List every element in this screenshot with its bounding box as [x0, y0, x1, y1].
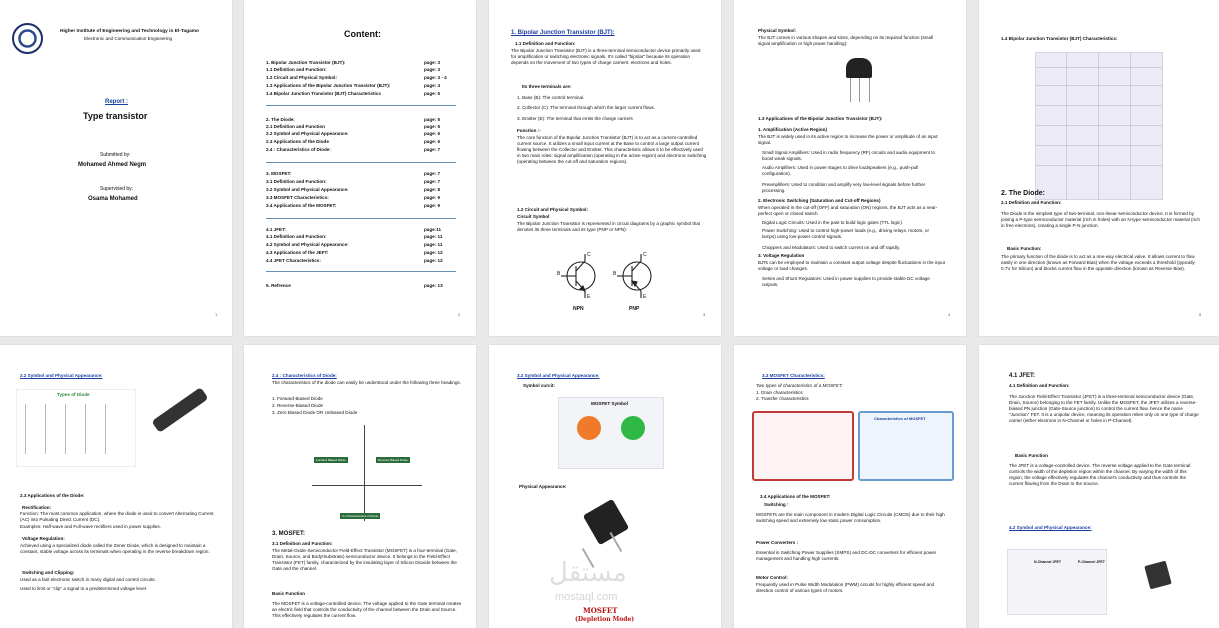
page-number: 2	[458, 312, 461, 317]
page-3	[489, 0, 721, 336]
npn-c-label: C	[587, 252, 591, 258]
app-item: Series and Shunt Regulators: Used in power supplies to provide stable DC voltage outputs.	[762, 276, 930, 287]
toc-page: page: 7	[424, 147, 441, 152]
depletion-title: MOSFET	[583, 606, 618, 615]
watermark-latin: mostaql.com	[555, 591, 618, 603]
heading-text: 2.2 Symbol and Physical Appearance:	[20, 373, 103, 378]
department-name: Electronic and Communication Engineering	[84, 36, 173, 41]
toc-entry[interactable]: 2.2 Symbol and Physical Appearance:	[266, 131, 349, 136]
divider	[266, 162, 456, 163]
heading-definition: 1.1 Definition and Function:	[515, 41, 576, 46]
toc-page: page: 6	[424, 131, 441, 136]
npn-b-label: B	[557, 271, 561, 277]
heading-mosfet-characteristics: 3.3 MOSFET Characteristics:	[762, 373, 825, 378]
drain-characteristics-figure	[752, 411, 854, 481]
terminals-heading: Its three terminals are:	[522, 84, 572, 89]
institute-name: Higher Institute of Engineering and Technology in El-Tagamo	[60, 29, 199, 34]
page-number: 3	[703, 312, 706, 317]
toc-page: page: 12	[424, 258, 443, 263]
toc-entry[interactable]: 1. Bipolar Junction Transistor (BJT):	[266, 60, 346, 65]
toc-page: page: 13	[424, 283, 443, 288]
diode-photo	[151, 387, 208, 433]
toc-page: page: 6	[424, 139, 441, 144]
toc-page: page: 3	[424, 67, 441, 72]
power-converters-heading	[756, 540, 798, 546]
vi-curve-figure	[312, 425, 422, 521]
heading-diode-definition: 2.1 Definition and Function:	[1001, 200, 1062, 205]
physical-appearance-heading: Physical Appearance:	[519, 484, 567, 489]
to92-transistor-image	[846, 58, 872, 78]
bjt-characteristics-table-image	[1035, 52, 1163, 200]
toc-entry[interactable]: 2.4 : Characteristics of Diode:	[266, 147, 331, 152]
contents-title: Content:	[344, 29, 381, 39]
toc-entry[interactable]: 1.3 Applications of the Bipolar Junction Transistor (BJT):	[266, 83, 391, 88]
divider	[266, 218, 456, 219]
toc-entry[interactable]: 3.4 Applications of the MOSFET:	[266, 203, 337, 208]
toc-page: page: 11	[424, 234, 443, 239]
app-item: Power Switching: Used to control high-power loads (e.g., driving relays, motors, or lamps) using low-power control signals.	[762, 228, 929, 239]
npn-symbol	[561, 254, 595, 298]
heading-jfet-definition: 4.1 Definition and Function:	[1009, 383, 1070, 388]
app-text: The BJT is widely used in its active region to increase the power or amplitude of an input signal.	[758, 134, 938, 145]
bjt-symbols-figure	[549, 248, 669, 314]
basic-function-heading: Basic Function	[1015, 453, 1048, 458]
toc-page: page: 7	[424, 171, 441, 176]
switching-heading: Switching and Clipping:	[22, 570, 75, 575]
page-7	[244, 345, 476, 628]
toc-entry[interactable]: 5. Refrence	[266, 283, 291, 288]
pnp-b-label: B	[613, 271, 617, 277]
toc-entry[interactable]: 4.1 JFET:	[266, 227, 286, 232]
motor-control-heading: Motor Control:	[756, 575, 788, 580]
heading-diode-symbol	[20, 373, 103, 379]
toc-page: page: 12	[424, 250, 443, 255]
page-4	[734, 0, 966, 336]
divider	[266, 105, 456, 106]
pnp-c-label: C	[643, 252, 647, 258]
symbol-circuit-heading: Symbol curcit:	[523, 383, 555, 388]
toc-page: page: 8	[424, 187, 441, 192]
char-type-item: 2. Transfer characteristics	[756, 396, 809, 401]
toc-entry[interactable]: 3.2 Symbol and Physical Appearance:	[266, 187, 349, 192]
n-channel-label: N-Channel JFET	[1034, 560, 1062, 564]
divider	[266, 271, 456, 272]
pnp-symbol	[617, 254, 651, 298]
rectification-text: Function: The most common application, where the diode is used to convert Alternating Current (AC) into Pulsating Direct Current (DC).	[20, 511, 214, 522]
n-channel-symbol	[577, 416, 601, 440]
heading-mosfet-applications: 3.4 Applications of the MOSFET:	[760, 494, 831, 499]
toc-page: page: 5	[424, 91, 441, 96]
reverse-bias-label: Reverse Biased Diode	[378, 458, 408, 462]
basic-function-text: The primary function of the diode is to act as a one-way electrical valve. It allows current to flow easily in one direction (known as Forward Bias) when the voltage exceeds a threshold (typically 0.7V for Silicon) and blocks current flow in the opposite direction (known as Reverse Bias).	[1001, 254, 1195, 271]
toc-entry[interactable]: 3. MOSFET:	[266, 171, 292, 176]
heading-diode-characteristics: 2.4 : Characteristics of Diode:	[272, 373, 337, 378]
switching-item: Used to limit or "clip" a signal to a predetermined voltage level.	[20, 586, 148, 591]
terminal-item: 1. Base (B): The control terminal.	[517, 95, 585, 100]
toc-page: page: 4	[424, 83, 441, 88]
page-9	[734, 345, 966, 628]
page-number: 4	[948, 312, 951, 317]
toc-page: page: 11	[424, 242, 443, 247]
app-item: Small Signal Amplifiers: Used in radio frequency (RF) circuits and audio equipment to boost weak signals.	[762, 150, 936, 161]
toc-entry[interactable]: 3.3 MOSFET Characteristics:	[266, 195, 329, 200]
mosfet-symbol-title: MOSFET Symbol	[591, 401, 629, 406]
toc-page: page: 9	[424, 195, 441, 200]
basic-function-text: The MOSFET is a voltage-controlled device. The voltage applied to the Gate terminal creates an electric field that controls the conductivity of the channel between the Drain and Source. This effectively regulates the current flow.	[272, 601, 462, 618]
forward-bias-label: Forward Biased Diode	[316, 458, 346, 462]
toc-page: page: 3 - 4	[424, 75, 447, 80]
toc-entry[interactable]: 2. The Diode:	[266, 117, 295, 122]
toc-entry[interactable]: 4.3 Applications of the JEFT:	[266, 250, 329, 255]
page-number: 1	[215, 312, 218, 317]
power-converters-text: Essential in Switching Power Supplies (SMPS) and DC-DC converters for efficient power management and handling high currents.	[756, 550, 937, 561]
toc-entry[interactable]: 2.3 Applications of the Diode	[266, 139, 329, 144]
page-5	[979, 0, 1219, 336]
char-type-item: 1. Drain characteristics	[756, 390, 803, 395]
rectification-example: Examples: Half-wave and Full-wave rectifiers used in power supplies.	[20, 524, 161, 529]
p-channel-label: P-Channel JFET	[1078, 560, 1105, 564]
page-8	[489, 345, 721, 628]
watermark-arabic: مستقل	[549, 558, 627, 588]
jfet-definition-text: The Junction Field-Effect Transistor (JFET) is a three-terminal semiconductor device (Gate, Drain, Source) belonging to the FET family. Unlike the MOSFET, the JFET utilizes a reverse-biased PN junction (Gate-Source junction) to control the current flow, hence the name "Junction" FET. It is a unipolar device, meaning its operation relies only on one type of charge carrier (either electrons in N-Channel or holes in P-Channel).	[1009, 394, 1199, 423]
vi-label: V-I Characteristics of Diode	[342, 514, 379, 518]
app-text: When operated in the cut-off (OFF) and saturation (ON) regions, the BJT acts as a near-perfect open or closed switch.	[758, 205, 938, 216]
characteristics-chart-figure	[858, 411, 954, 481]
heading-bjt: 1. Bipolar Junction Transistor (BJT):	[511, 30, 615, 36]
basic-function-heading: Basic Function:	[1007, 246, 1042, 251]
switching-text: MOSFETs are the main component in modern Digital Logic Circuits (CMOS) due to their high switching speed and extremely low static power consumption.	[756, 512, 945, 523]
pnp-label: PNP	[629, 306, 640, 312]
report-label: Report :	[105, 99, 128, 105]
app-heading: 2. Electronic Switching (Saturation and Cut-off Regions)	[758, 198, 881, 203]
mosfet-symbol-figure	[558, 397, 664, 469]
app-item: Choppers and Modulators: Used to switch current on and off rapidly.	[762, 245, 901, 250]
bjt-definition-text: The Bipolar Junction Transistor (BJT) is a three-terminal semiconductor device primarily used for amplification or switching electronic signals. It's called "bipolar" because its operation depends on the movement of two types of charge carriers: electrons and holes.	[511, 48, 701, 65]
app-item: Audio Amplifiers: Used in power stages to drive loudspeakers (e.g., push-pull configuration).	[762, 165, 919, 176]
switching-item: Used as a fast electronic switch in many digital and control circuits.	[20, 577, 156, 582]
app-text: BJTs can be employed to maintain a constant output voltage despite fluctuations in the input voltage or load changes.	[758, 260, 945, 271]
toc-page: page: 9	[424, 203, 441, 208]
types-title: Types of Diode	[57, 392, 90, 397]
npn-label: NPN	[573, 306, 584, 312]
toc-entry[interactable]: 1.2 Circuit and Physical Symbol:	[266, 75, 337, 80]
heading-diode-applications: 2.3 Applications of the Diode:	[20, 493, 85, 498]
char-types-text: Two types of characteristics of a MOSFET:	[756, 383, 843, 388]
npn-e-label: E	[587, 294, 591, 300]
circuit-symbol-text: The Bipolar Junction Transistor is represented in circuit diagrams by a graphic symbol that denotes its three terminals and its type (PNP or NPN):	[517, 221, 701, 232]
toc-entry[interactable]: 2.1 Definition and Function	[266, 124, 325, 129]
page-number: 5	[1199, 312, 1202, 317]
diode-definition-text: The Diode is the simplest type of two-terminal, non-linear semiconductor device. It is formed by joining a P-type semiconductor material (rich in holes) with an N-type semiconductor material (rich in free electrons), creating a single P-N junction.	[1001, 211, 1200, 228]
student-name: Mohamed Ahmed Negm	[78, 162, 147, 168]
chart-title: Characteristics of MOSFET	[874, 416, 926, 421]
toc-entry[interactable]: 4.2 Symbol and Physical Appearance:	[266, 242, 349, 247]
jfet-package-image	[1144, 561, 1171, 590]
types-of-diode-figure	[16, 389, 136, 467]
voltage-regulation-text: Achieved using a specialized diode called the Zener Diode, which is designed to maintain a constant, stable voltage across its terminals when operating in the reverse breakdown region.	[20, 543, 210, 554]
basic-function-heading: Basic Function	[272, 591, 305, 596]
motor-control-text: Frequently used in Pulse Width Modulation (PWM) circuits for highly efficient speed and direction control of various types of motors.	[756, 582, 935, 593]
voltage-regulation-heading: Voltage Regulation:	[22, 536, 65, 541]
submitted-by-label: Submitted by:	[100, 152, 131, 158]
page-10	[979, 345, 1219, 628]
toc-entry[interactable]: 4.1 Definition and Function:	[266, 234, 327, 239]
circuit-symbol-heading: Circuit Symbol	[517, 214, 550, 219]
basic-function-text: The JFET is a voltage-controlled device. The reverse voltage applied to the Gate terminal controls the width of the depletion region within the channel. By varying the width of this region, the voltage effectively regulates the channel's conductivity and thus controls the current flowing from the Drain to the Source.	[1009, 463, 1191, 486]
page-2	[244, 0, 476, 336]
app-heading: 1. Amplification (Active Region)	[758, 127, 827, 132]
toc-entry[interactable]: 1.1 Definition and Function:	[266, 67, 327, 72]
toc-page: page: 7	[424, 179, 441, 184]
bias-item: 1. Forward-Biased Diode	[272, 396, 323, 401]
heading-mosfet-symbol: 3.2 Symbol and Physical Appearance:	[517, 373, 600, 378]
pnp-e-label: E	[643, 294, 647, 300]
jfet-symbols-figure	[1007, 549, 1107, 615]
terminal-item: 2. Collector (C): The terminal through which the larger current flows.	[517, 105, 656, 110]
function-heading: Function :-	[517, 128, 541, 133]
bias-item: 3. Zero Biased Diode OR Unbiased Diode	[272, 410, 358, 415]
heading-jfet-symbol: 4.2 Symbol and Physical Appearance:	[1009, 525, 1092, 530]
power-converters-label: Power Converters :	[756, 540, 799, 545]
app-heading: 3. Voltage Regulation	[758, 253, 805, 258]
page-6	[0, 345, 232, 628]
app-item: Digital Logic Circuits: Used in the past to build logic gates (TTL logic).	[762, 220, 904, 225]
toc-page: page: 5	[424, 117, 441, 122]
report-title: Type transistor	[83, 111, 148, 121]
toc-entry[interactable]: 4.4 JFET Characteristics:	[266, 258, 321, 263]
characteristics-text: The characteristics of the diode can easily be understood under the following three headings.	[272, 380, 461, 385]
toc-page: page:11	[424, 227, 442, 232]
bias-item: 2. Reverse-Biased Diode	[272, 403, 324, 408]
physical-symbol-text: The BJT comes in various shapes and sizes, depending on its required function (small signal amplification or high power handling):	[758, 35, 934, 46]
rectification-heading: Rectification:	[22, 505, 52, 510]
toc-page: page: 5	[424, 124, 441, 129]
heading-applications: 1.3 Applications of the Bipolar Junction Transistor (BJT):	[758, 116, 883, 121]
page-1	[0, 0, 232, 336]
heading-diode: 2. The Diode:	[1001, 190, 1045, 197]
heading-mosfet-definition: 3.1 Definition and Function:	[272, 541, 333, 546]
transistor-leg	[859, 78, 860, 102]
app-item: Preamplifiers: Used to condition and amplify very low-level signals before further processing.	[762, 182, 926, 193]
supervised-label: Supervised by:	[100, 186, 134, 192]
heading-jfet: 4.1 JFET:	[1009, 373, 1036, 379]
transistor-legs	[850, 78, 870, 102]
toc-entry[interactable]: 1.4 Bipolar Junction Transistor (BJT) Characteristics	[266, 91, 381, 96]
heading-mosfet: 3. MOSFET:	[272, 531, 306, 537]
supervisor-name: Osama Mohamed	[88, 196, 138, 202]
p-channel-symbol	[621, 416, 645, 440]
heading-circuit: 1.2 Circuit and Physical Symbol:	[517, 207, 588, 212]
function-text: The core function of the Bipolar Junction Transistor (BJT) is to act as a current-controlled current source. It utilizes a small input current at the Base to control a large output current flowing between the Collector and Emitter. This characteristic allows it to be effectively used in two main roles: signal amplification (operating in the active region) and electronic switching (operating between the cut-off and saturation regions).	[517, 135, 707, 164]
institute-logo	[12, 23, 43, 54]
switching-heading: Switching :	[764, 502, 789, 507]
terminal-item: 3. Emitter (E): The terminal that emits the charge carriers	[517, 116, 633, 121]
toc-entry[interactable]: 3.1 Definition and Function:	[266, 179, 327, 184]
mosfet-definition-text: The Metal-Oxide-Semiconductor Field-Effect Transistor (MOSFET) is a four-terminal (Gate, Drain, Source, and Body/Substrate) semiconductor device. It belongs to the Field-Effect Transistor (FET) family, characterized by the insulating layer of Silicon Dioxide between the Gate and the channel.	[272, 548, 457, 571]
depletion-subtitle: (Depletion Mode)	[575, 616, 635, 623]
physical-symbol-heading: Physical Symbol:	[758, 28, 797, 33]
heading-bjt-characteristics: 1.4 Bipolar Junction Transistor (BJT) Characteristics:	[1001, 36, 1118, 41]
toc-page: page: 3	[424, 60, 441, 65]
